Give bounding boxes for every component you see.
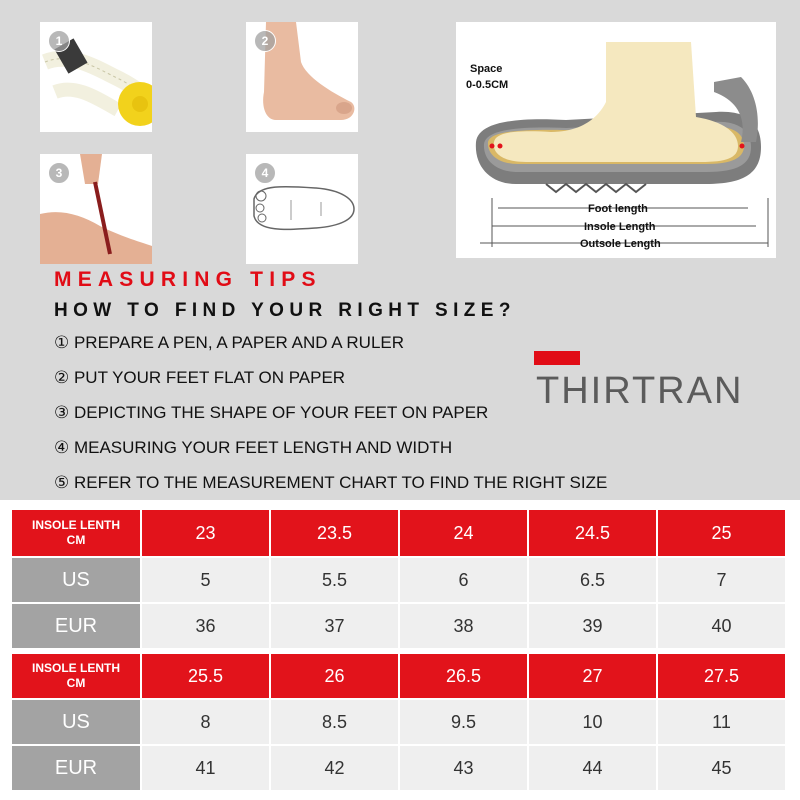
insole-value: 23: [142, 510, 269, 556]
insole-row: [12, 654, 785, 698]
insole-value: 26.5: [400, 654, 527, 698]
brand-accent-bar: [534, 351, 580, 365]
outsole-length-label: Outsole Length: [580, 238, 661, 250]
us-value: 6: [400, 558, 527, 602]
eur-value: 40: [658, 604, 785, 648]
eur-value: 42: [271, 746, 398, 790]
tip-step-1: ① PREPARE A PEN, A PAPER AND A RULER: [54, 333, 405, 352]
step-badge-4: 4: [254, 162, 276, 184]
tip-step-2: ② PUT YOUR FEET FLAT ON PAPER: [54, 368, 346, 387]
insole-value: 23.5: [271, 510, 398, 556]
us-value: 9.5: [400, 700, 527, 744]
measuring-tips-title: MEASURING TIPS: [54, 268, 322, 291]
insole-header-unit: CM: [66, 676, 86, 690]
insole-value: 25: [658, 510, 785, 556]
foot-photo: [246, 22, 358, 132]
size-chart-1: [10, 508, 787, 650]
eur-value: 39: [529, 604, 656, 648]
eur-label: EUR: [12, 746, 140, 790]
eur-label: EUR: [12, 604, 140, 648]
eur-value: 41: [142, 746, 269, 790]
insole-value: 25.5: [142, 654, 269, 698]
foot-with-pen-photo: [40, 154, 152, 264]
insole-length-label: Insole Length: [584, 221, 656, 233]
insole-value: 24.5: [529, 510, 656, 556]
us-value: 5.5: [271, 558, 398, 602]
us-value: 10: [529, 700, 656, 744]
tape-measure-photo: [40, 22, 152, 132]
eur-value: 36: [142, 604, 269, 648]
foot-length-label: Foot length: [588, 203, 648, 215]
insole-header-label: INSOLE LENTH: [31, 661, 120, 675]
tip-step-5: ⑤ REFER TO THE MEASUREMENT CHART TO FIND THE RIGHT SIZE: [54, 473, 608, 492]
tip-step-4: ④ MEASURING YOUR FEET LENGTH AND WIDTH: [54, 438, 453, 457]
space-label: Space: [470, 63, 503, 75]
step-badge-2: 2: [254, 30, 276, 52]
insole-header-cell: [12, 510, 140, 556]
us-value: 6.5: [529, 558, 656, 602]
shoe-length-diagram: [456, 22, 776, 258]
insole-value: 24: [400, 510, 527, 556]
step-badge-1: 1: [48, 30, 70, 52]
insole-header-unit: CM: [66, 533, 86, 547]
tip-step-3: ③ DEPICTING THE SHAPE OF YOUR FEET ON PAPER: [54, 403, 489, 422]
insole-row: [12, 510, 785, 556]
insole-header-label: INSOLE LENTH: [31, 518, 120, 532]
us-value: 8: [142, 700, 269, 744]
us-value: 7: [658, 558, 785, 602]
insole-value: 26: [271, 654, 398, 698]
eur-row: [12, 746, 785, 790]
insole-header-cell: [12, 654, 140, 698]
brand-logo: THIRTRAN: [536, 370, 744, 412]
insole-value: 27: [529, 654, 656, 698]
us-label: US: [12, 558, 140, 602]
eur-value: 43: [400, 746, 527, 790]
eur-value: 45: [658, 746, 785, 790]
us-label: US: [12, 700, 140, 744]
foot-outline-photo: [246, 154, 358, 264]
eur-value: 44: [529, 746, 656, 790]
insole-value: 27.5: [658, 654, 785, 698]
eur-row: [12, 604, 785, 648]
us-row: [12, 558, 785, 602]
size-chart-2: [10, 652, 787, 792]
us-value: 8.5: [271, 700, 398, 744]
eur-value: 37: [271, 604, 398, 648]
us-row: [12, 700, 785, 744]
step-badge-3: 3: [48, 162, 70, 184]
measuring-tips-subtitle: HOW TO FIND YOUR RIGHT SIZE?: [54, 300, 516, 321]
eur-value: 38: [400, 604, 527, 648]
space-value: 0-0.5CM: [466, 79, 509, 91]
us-value: 5: [142, 558, 269, 602]
us-value: 11: [658, 700, 785, 744]
